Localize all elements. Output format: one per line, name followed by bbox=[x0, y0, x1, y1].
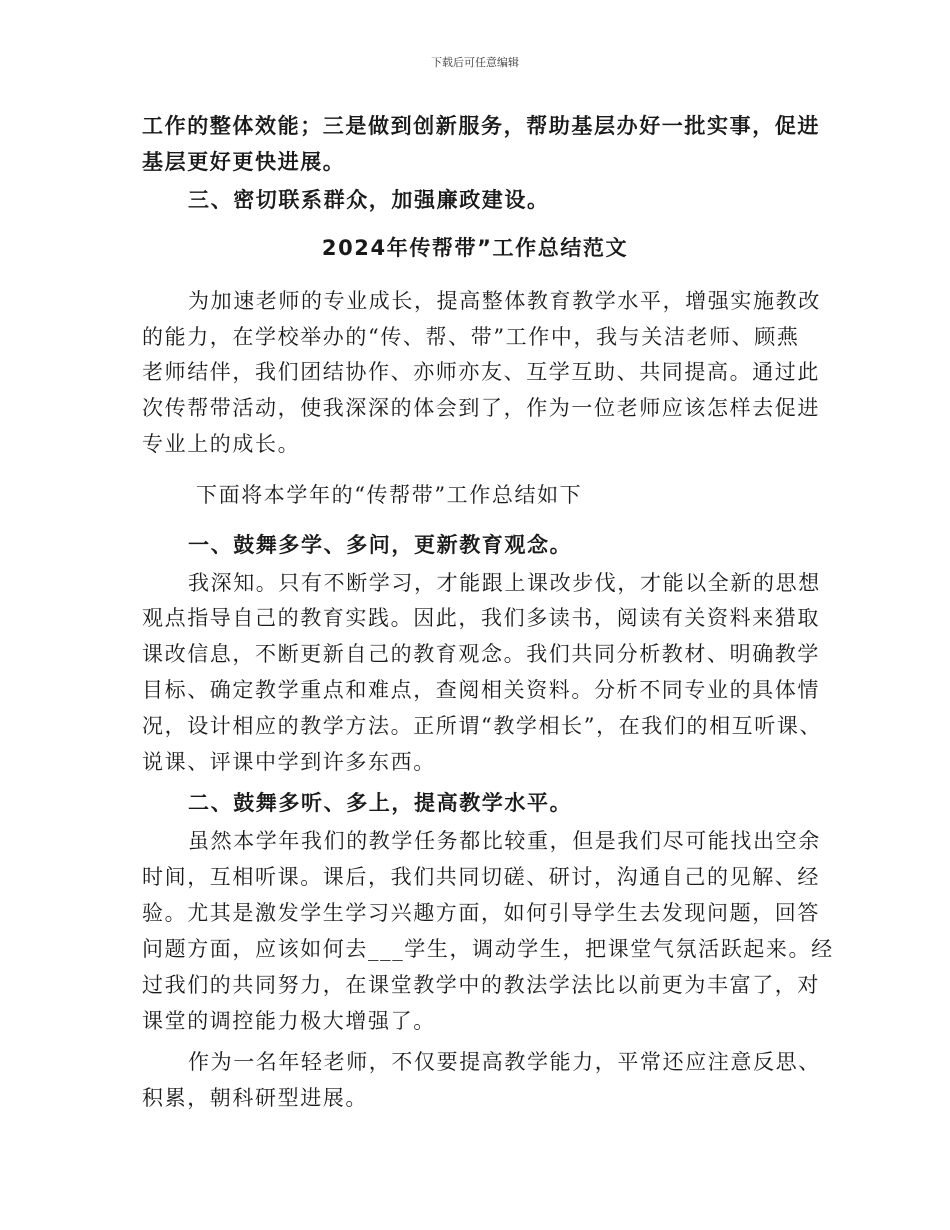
section-heading-1: 一、鼓舞多学、多问，更新教育观念。 bbox=[188, 533, 573, 557]
paragraph-line: 课堂的调控能力极大增强了。 bbox=[142, 1009, 436, 1033]
paragraph-line: 的能力，在学校举办的“传、帮、带”工作中，我与关洁老师、顾燕 bbox=[142, 325, 800, 349]
paragraph-line: 验。尤其是激发学生学习兴趣方面，如何引导学生去发现问题，回答 bbox=[142, 901, 820, 925]
intro-line: 基层更好更快进展。 bbox=[142, 150, 346, 174]
paragraph-line: 说课、评课中学到许多东西。 bbox=[142, 750, 436, 774]
paragraph-line: 作为一名年轻老师，不仅要提高教学能力，平常还应注意反思、 bbox=[188, 1050, 821, 1074]
paragraph-line: 时间，互相听课。课后，我们共同切磋、研讨，沟通自己的见解、经 bbox=[142, 865, 820, 889]
paragraph-line: 我深知。只有不断学习，才能跟上课改步伐，才能以全新的思想 bbox=[188, 571, 821, 595]
intro-line: 工作的整体效能；三是做到创新服务，帮助基层办好一批实事，促进 bbox=[142, 114, 820, 138]
paragraph-line: 次传帮带活动，使我深深的体会到了，作为一位老师应该怎样去促进 bbox=[142, 396, 820, 420]
paragraph-line: 积累，朝科研型进展。 bbox=[142, 1086, 368, 1110]
section-heading-3: 三、密切联系群众，加强廉政建设。 bbox=[188, 188, 550, 212]
paragraph-line: 专业上的成长。 bbox=[142, 432, 301, 456]
paragraph-line: 虽然本学年我们的教学任务都比较重，但是我们尽可能找出空余 bbox=[188, 829, 821, 853]
article-title: 2024年传帮带”工作总结范文 bbox=[321, 236, 629, 260]
paragraph-line: 为加速老师的专业成长，提高整体教育教学水平，增强实施教改 bbox=[188, 289, 821, 313]
paragraph-line: 观点指导自己的教育实践。因此，我们多读书，阅读有关资料来猎取 bbox=[142, 606, 820, 630]
paragraph-line: 问题方面，应该如何去___学生，调动学生，把课堂气氛活跃起来。经 bbox=[142, 937, 834, 961]
paragraph-line: 目标、确定教学重点和难点，查阅相关资料。分析不同专业的具体情 bbox=[142, 678, 820, 702]
paragraph-line: 下面将本学年的“传帮带”工作总结如下 bbox=[196, 483, 583, 507]
paragraph-line: 课改信息，不断更新自己的教育观念。我们共同分析教材、明确教学 bbox=[142, 642, 820, 666]
section-heading-2: 二、鼓舞多听、多上，提高教学水平。 bbox=[188, 791, 573, 815]
paragraph-line: 况，设计相应的教学方法。正所谓“教学相长”，在我们的相互听课、 bbox=[142, 714, 823, 738]
page-header: 下载后可任意编辑 bbox=[431, 56, 519, 69]
paragraph-line: 过我们的共同努力，在课堂教学中的教法学法比以前更为丰富了，对 bbox=[142, 973, 820, 997]
paragraph-line: 老师结伴，我们团结协作、亦师亦友、互学互助、共同提高。通过此 bbox=[142, 360, 820, 384]
